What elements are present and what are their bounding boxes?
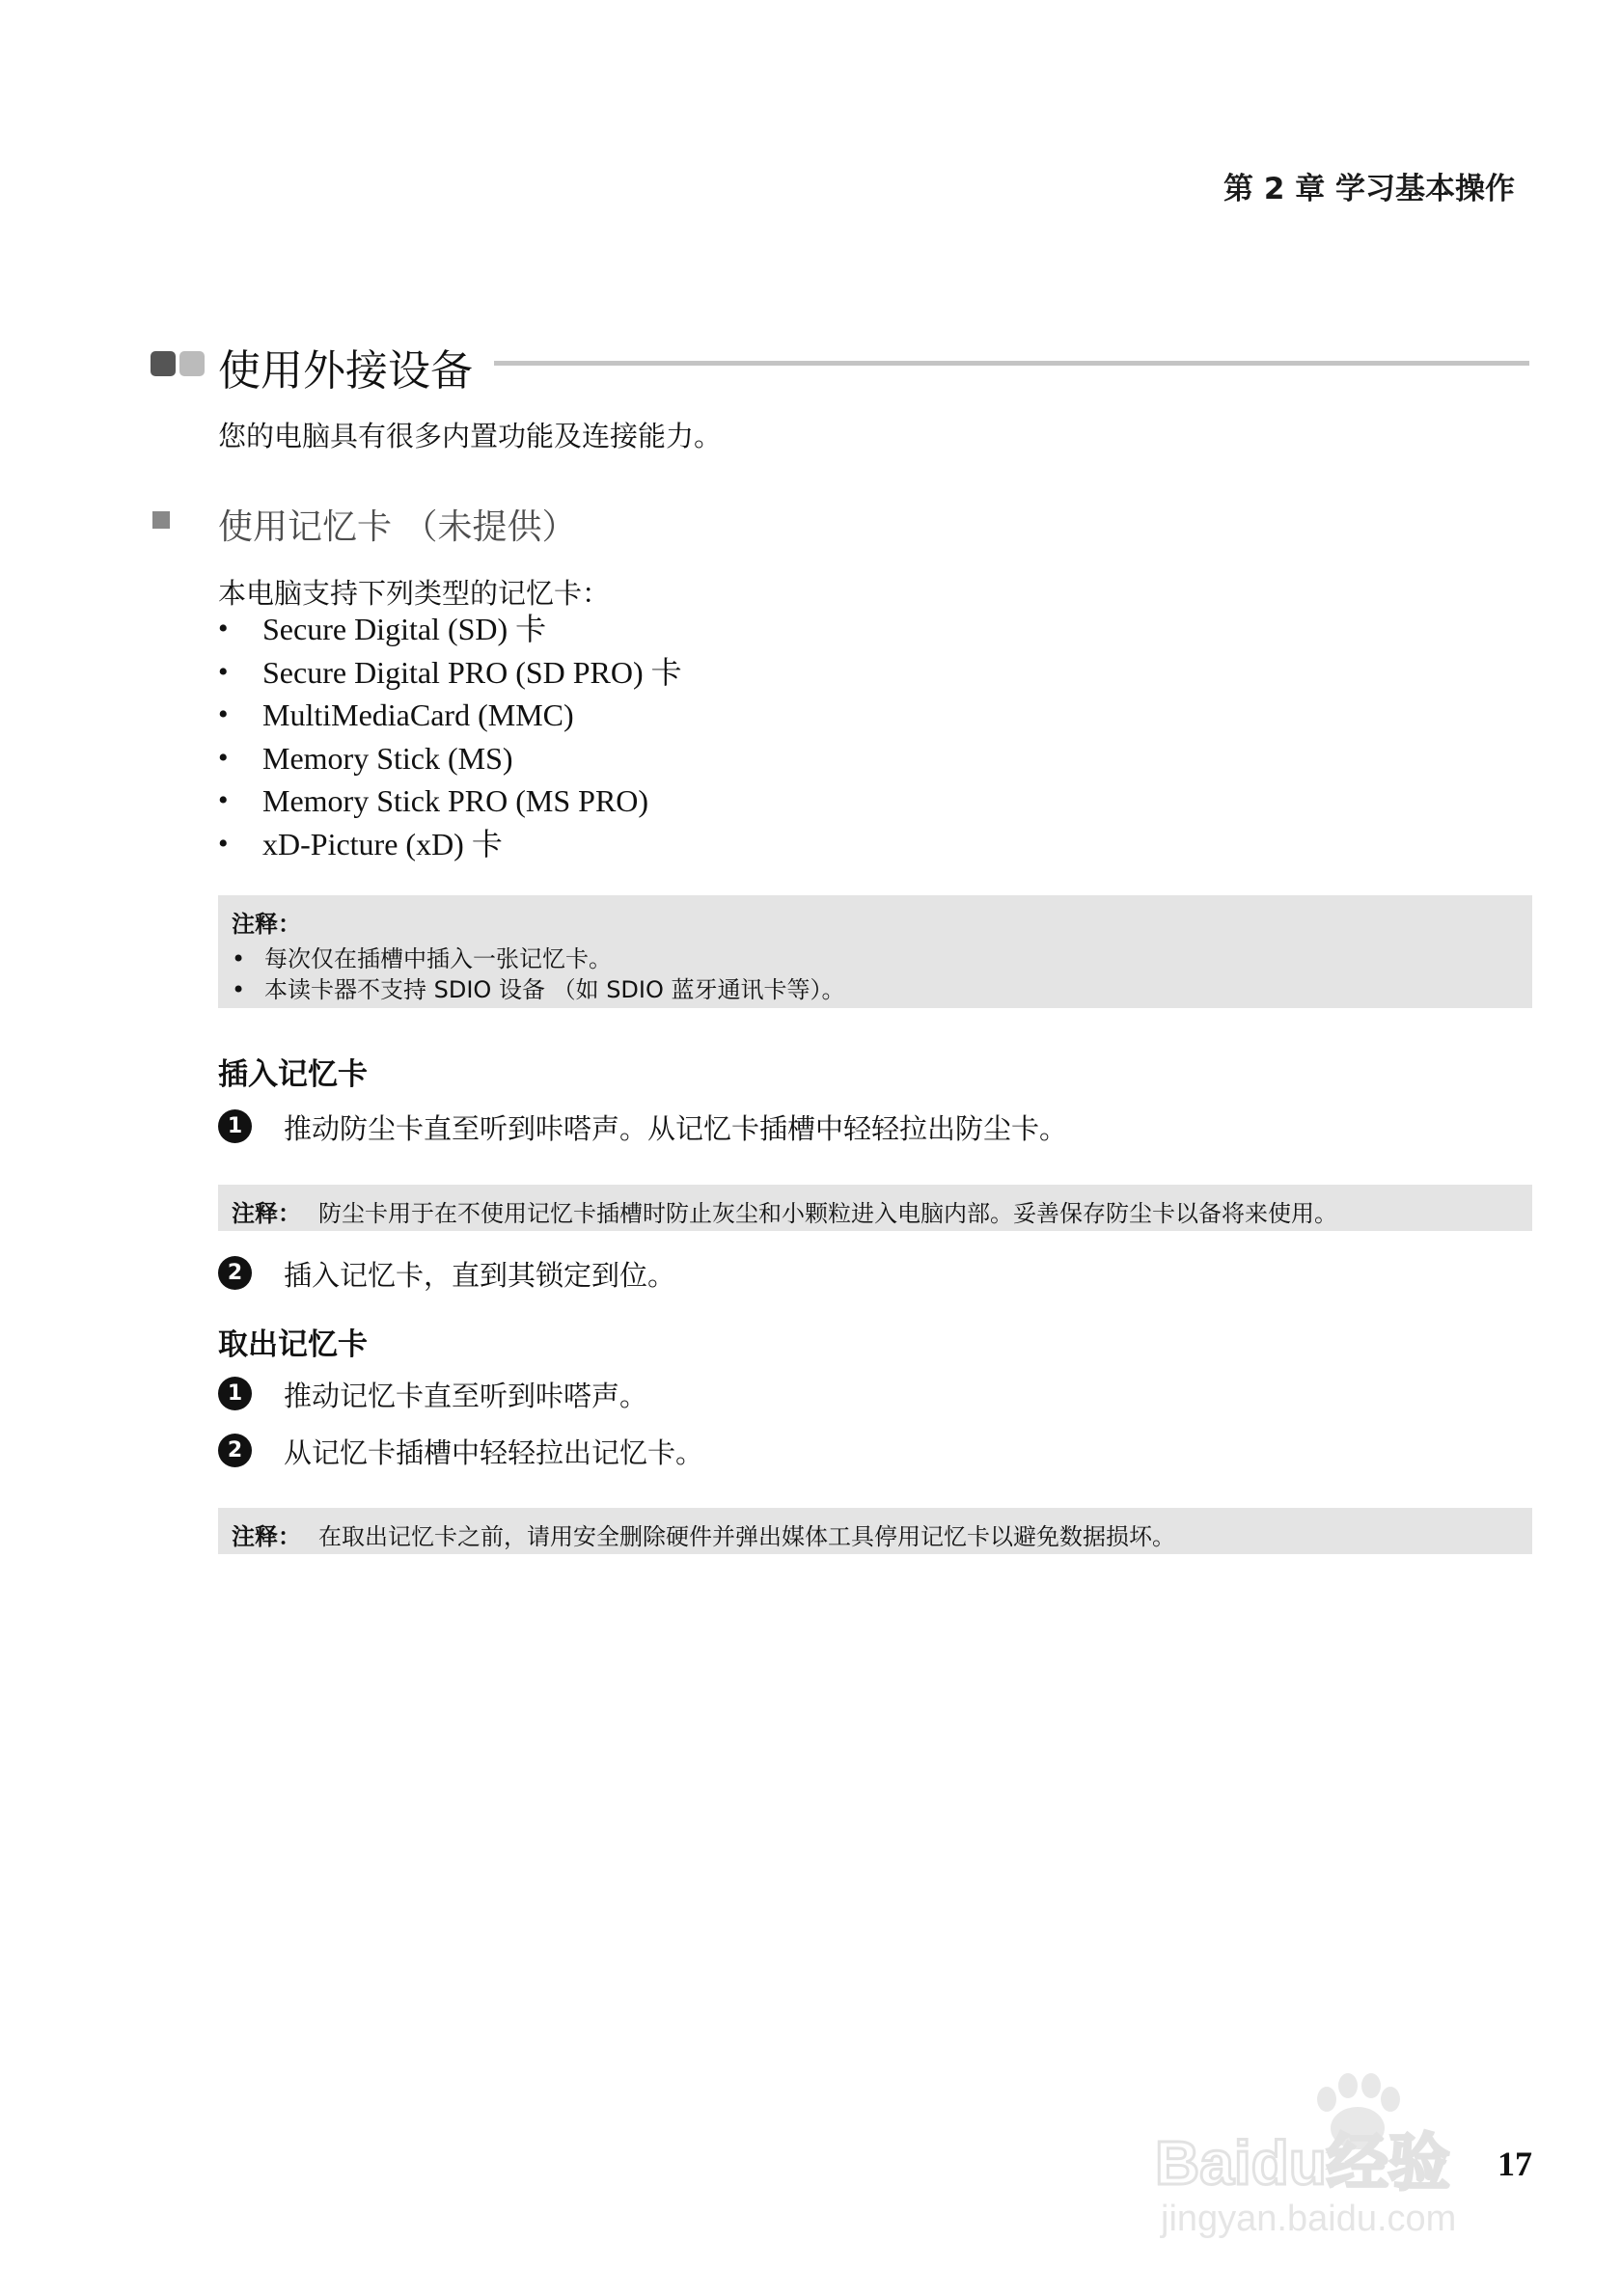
page-number: 17: [1497, 2145, 1532, 2183]
list-item: • Secure Digital (SD) 卡: [218, 608, 682, 651]
step-number-badge: 1: [218, 1377, 252, 1410]
note-label: 注释：: [232, 911, 301, 938]
subsection-title: 使用记忆卡 （未提供）: [218, 507, 577, 547]
card-type-list: [218, 608, 682, 866]
list-item: • Memory Stick PRO (MS PRO): [218, 779, 682, 823]
baidu-jingyan-watermark: [1153, 2061, 1529, 2244]
watermark-url: jingyan.baidu.com: [1161, 2199, 1457, 2239]
subsection-marker: [152, 511, 170, 529]
supported-cards-intro: 本电脑支持下列类型的记忆卡：: [218, 577, 611, 610]
list-item: • Secure Digital PRO (SD PRO) 卡: [218, 651, 682, 695]
section-marker-dark: [151, 351, 176, 376]
step-number-badge: 2: [218, 1256, 252, 1290]
list-item: • Memory Stick (MS): [218, 737, 682, 780]
note-box-card-tips: [218, 895, 1532, 1008]
remove-heading: 取出记忆卡: [218, 1327, 368, 1362]
note-label: 注释：: [232, 1200, 301, 1227]
list-item: • MultiMediaCard (MMC): [218, 694, 682, 737]
note-box-safe-removal: [218, 1508, 1532, 1554]
chapter-header: 第 2 章 学习基本操作: [1223, 172, 1515, 206]
note-text: 防尘卡用于在不使用记忆卡插槽时防止灰尘和小颗粒进入电脑内部。妥善保存防尘卡以备将来使用。: [318, 1200, 1337, 1227]
note-item: • 本读卡器不支持 SDIO 设备 （如 SDIO 蓝牙通讯卡等）。: [232, 976, 845, 1003]
watermark-brand: Baidu经验: [1155, 2128, 1450, 2198]
note-label: 注释：: [232, 1523, 301, 1550]
section-marker-light: [179, 351, 205, 376]
section-title: 使用外接设备: [218, 346, 473, 396]
section-rule: [494, 361, 1529, 366]
section-intro: 您的电脑具有很多内置功能及连接能力。: [218, 420, 723, 452]
note-text: 在取出记忆卡之前，请用安全删除硬件并弹出媒体工具停用记忆卡以避免数据损坏。: [318, 1523, 1175, 1550]
list-item: • xD-Picture (xD) 卡: [218, 823, 682, 866]
note-box-dust-cover: [218, 1185, 1532, 1231]
note-item: • 每次仅在插槽中插入一张记忆卡。: [232, 945, 612, 972]
insert-heading: 插入记忆卡: [218, 1057, 368, 1092]
step-number-badge: 1: [218, 1109, 252, 1143]
step-number-badge: 2: [218, 1434, 252, 1467]
